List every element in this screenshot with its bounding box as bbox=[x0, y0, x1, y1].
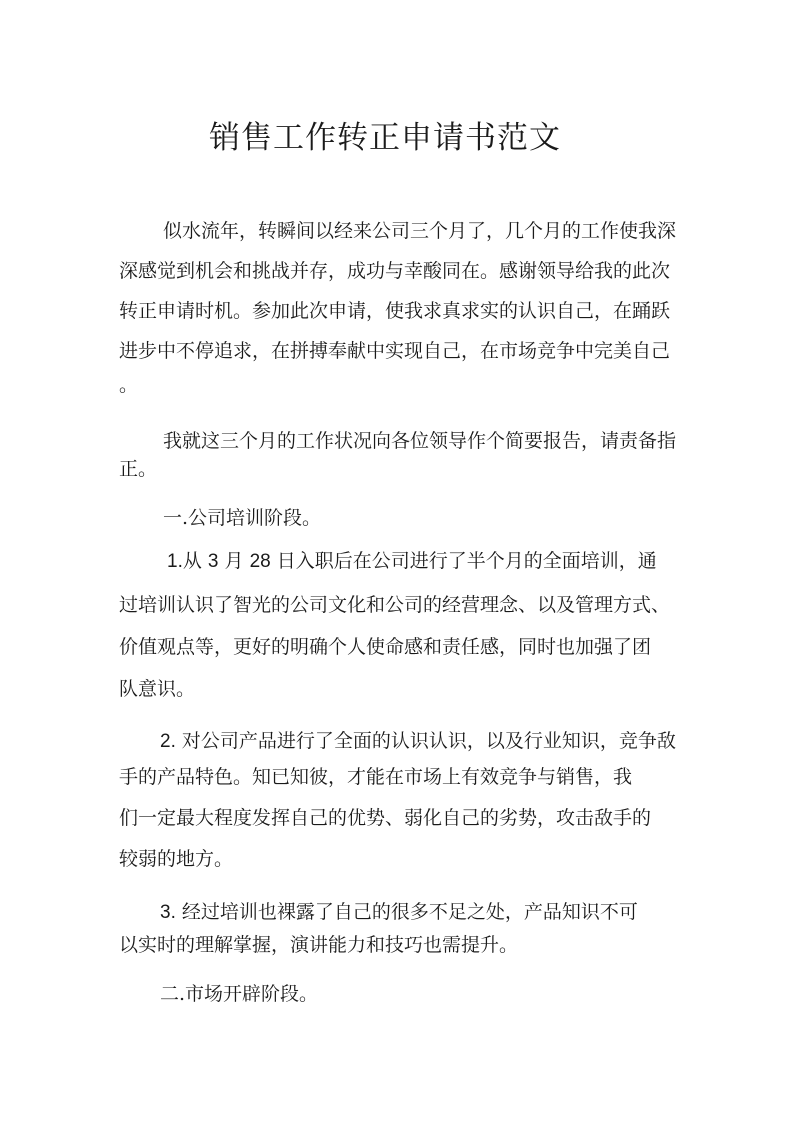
paragraph-1-line-5: 。 bbox=[119, 374, 139, 396]
item-1-number: 1. bbox=[167, 551, 183, 572]
item-1-line-4: 队意识。 bbox=[119, 678, 196, 700]
item-2-number: 2. bbox=[160, 731, 176, 752]
item-3-number: 3. bbox=[160, 902, 176, 923]
item-2-line-1: 2. 对公司产品进行了全面的认识认识，以及行业知识，竞争敌 bbox=[160, 730, 676, 752]
date-month-value: 3 bbox=[207, 551, 219, 572]
item-1-line-2: 过培训认识了智光的公司文化和公司的经营理念、以及管理方式、 bbox=[119, 594, 671, 616]
paragraph-1-line-1: 似水流年，转瞬间以经来公司三个月了，几个月的工作使我深 bbox=[163, 220, 677, 242]
document-title: 销售工作转正申请书范文 bbox=[209, 120, 561, 156]
paragraph-1-line-4: 进步中不停追求，在拼搏奉献中实现自己，在市场竞争中完美自己 bbox=[119, 340, 671, 362]
section-1-heading: 一.公司培训阶段。 bbox=[163, 507, 322, 529]
item-2-line-3: 们一定最大程度发挥自己的优势、弱化自己的劣势，攻击敌手的 bbox=[119, 807, 652, 829]
date-day-value: 28 bbox=[249, 551, 271, 572]
section-2-heading: 二.市场开辟阶段。 bbox=[160, 983, 319, 1005]
paragraph-1-line-2: 深感觉到机会和挑战并存，成功与幸酸同在。感谢领导给我的此次 bbox=[119, 260, 671, 282]
item-2-line-4: 较弱的地方。 bbox=[119, 848, 234, 870]
paragraph-2-line-2: 正。 bbox=[119, 458, 158, 480]
item-3-line-1: 3. 经过培训也裸露了自己的很多不足之处，产品知识不可 bbox=[160, 901, 638, 923]
paragraph-1-line-3: 转正申请时机。参加此次申请，使我求真求实的认识自己，在踊跃 bbox=[119, 300, 671, 322]
item-1-line-3: 价值观点等，更好的明确个人使命感和责任感，同时也加强了团 bbox=[119, 636, 652, 658]
item-3-line-2: 以实时的理解掌握，演讲能力和技巧也需提升。 bbox=[119, 934, 519, 956]
item-2-line-2: 手的产品特色。知已知彼，才能在市场上有效竞争与销售，我 bbox=[119, 766, 633, 788]
paragraph-2-line-1: 我就这三个月的工作状况向各位领导作个简要报告，请责备指 bbox=[163, 430, 677, 452]
item-1-line-1: 1.从 3 月 28 日入职后在公司进行了半个月的全面培训，通 bbox=[167, 550, 657, 572]
